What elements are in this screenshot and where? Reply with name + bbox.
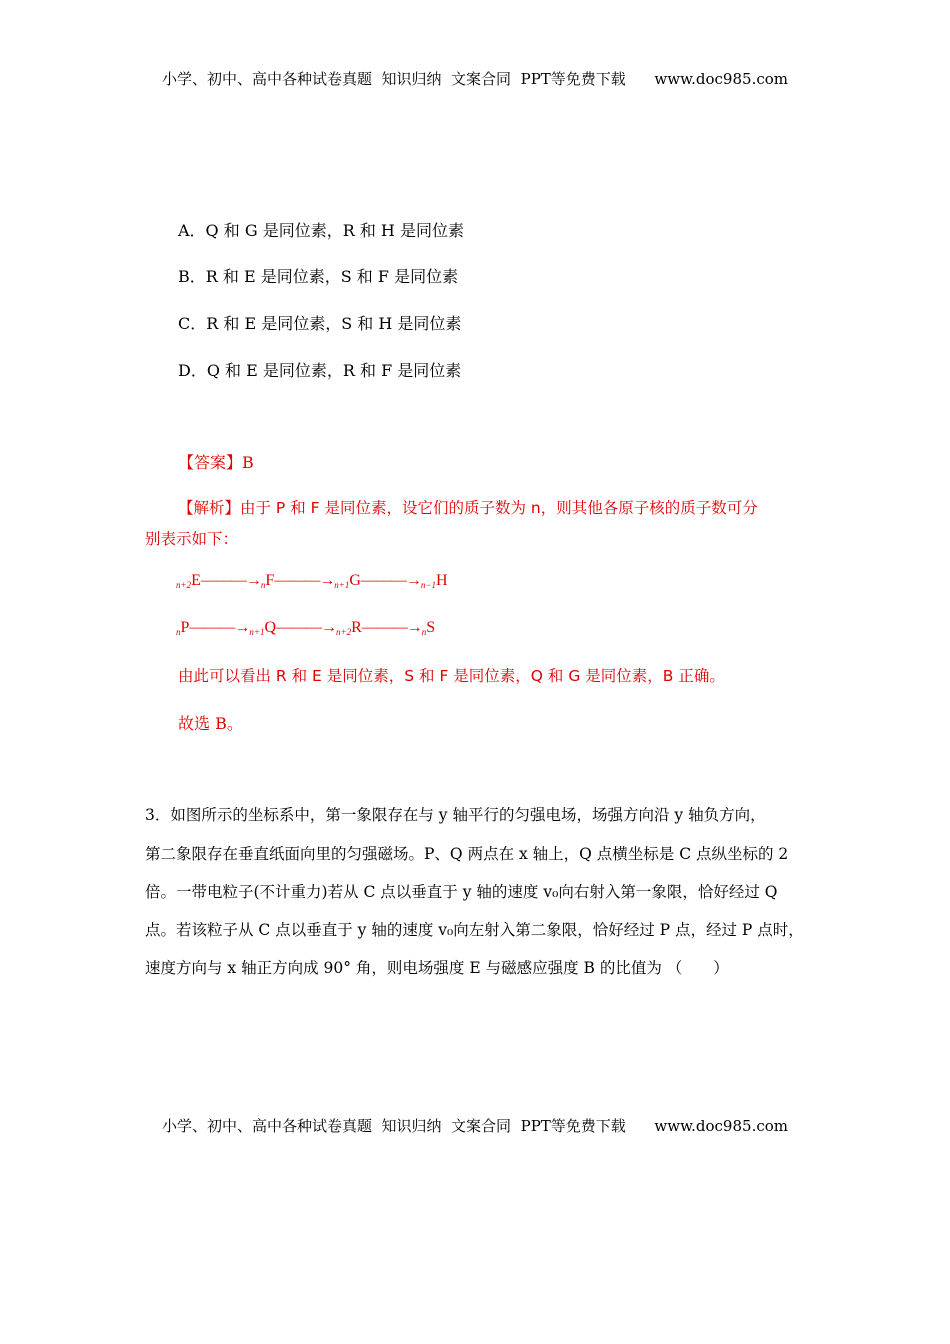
analysis-conclusion: 由此可以看出 R 和 E 是同位素，S 和 F 是同位素，Q 和 G 是同位素，B 正确。	[178, 667, 725, 685]
answer-label: 【答案】B	[178, 453, 254, 472]
option-d: D．Q 和 E 是同位素，R 和 F 是同位素	[178, 361, 462, 380]
analysis-choice: 故选 B。	[178, 714, 243, 733]
analysis-line-2: 别表示如下：	[145, 530, 239, 548]
nuclide-chain-1: $_{n+2}E———\to_nF———\to_{n+1}G———\to_{n-1}H$	[176, 572, 448, 590]
option-b: B．R 和 E 是同位素，S 和 F 是同位素	[178, 267, 459, 286]
option-c: C．R 和 E 是同位素，S 和 H 是同位素	[178, 314, 462, 333]
question-3-line-1: 3．如图所示的坐标系中，第一象限存在与 y 轴平行的匀强电场，场强方向沿 y 轴负方向，	[145, 806, 766, 824]
page-header: 小学、初中、高中各种试卷真题 知识归纳 文案合同 PPT等免费下载 www.doc985.com	[161, 70, 788, 88]
nuclide-chain-2: $_nP———\to_{n+1}Q———\to_{n+2}R———\to_nS$	[176, 619, 436, 637]
question-3-line-5: 速度方向与 x 轴正方向成 90° 角，则电场强度 E 与磁感应强度 B 的比值为 （ ）	[145, 959, 729, 977]
question-3-line-4: 点。若该粒子从 C 点以垂直于 y 轴的速度 v₀向左射入第二象限，恰好经过 P 点，经过 P 点时，	[145, 921, 804, 939]
question-3-line-2: 第二象限存在垂直纸面向里的匀强磁场。P、Q 两点在 x 轴上，Q 点横坐标是 C 点纵坐标的 2	[145, 845, 789, 863]
option-a: A．Q 和 G 是同位素，R 和 H 是同位素	[178, 221, 464, 240]
question-3-line-3: 倍。一带电粒子(不计重力)若从 C 点以垂直于 y 轴的速度 v₀向右射入第一象限，恰好经过 Q	[145, 883, 778, 901]
analysis-line-1: 【解析】由于 P 和 F 是同位素，设它们的质子数为 n，则其他各原子核的质子数可分	[178, 499, 758, 517]
page-footer: 小学、初中、高中各种试卷真题 知识归纳 文案合同 PPT等免费下载 www.doc985.com	[161, 1117, 788, 1135]
